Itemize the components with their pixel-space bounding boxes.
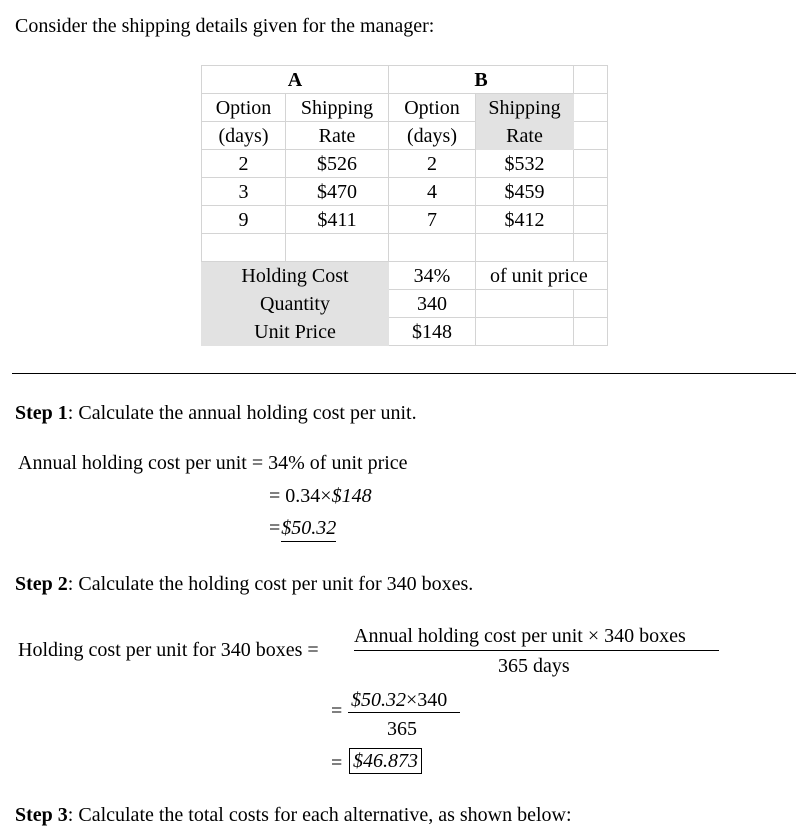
step1-heading (15, 403, 417, 423)
intro-text: Consider the shipping details given for the manager: (15, 15, 435, 37)
step2-eq2: = (331, 700, 343, 722)
section-divider (12, 373, 796, 374)
step2-text: : Calculate the holding cost per unit for 340 boxes. (67, 573, 474, 595)
param-value: 340 (389, 290, 476, 318)
table-row (202, 234, 608, 262)
table-cell: $526 (286, 150, 389, 178)
table-header-cell: Option (202, 94, 286, 122)
eq-term: 340 boxes (604, 625, 686, 647)
step1-label: Step 1 (15, 402, 68, 424)
table-header-cell: Option (389, 94, 476, 122)
step1-result: $50.32 (281, 517, 336, 542)
eq-term: 340 (417, 689, 448, 711)
param-value: $148 (389, 318, 476, 346)
table-row (202, 262, 608, 290)
table-cell: $412 (476, 206, 574, 234)
table-row (202, 206, 608, 234)
step2-eq3: = (331, 752, 343, 774)
table-cell: $459 (476, 178, 574, 206)
eq-term: = 0.34 (269, 485, 321, 507)
step2-result-box: $46.873 (349, 748, 422, 774)
table-row (202, 66, 608, 94)
eq-term: $148 (331, 485, 372, 507)
param-label: Holding Cost (202, 262, 389, 290)
times-symbol: × (320, 485, 332, 507)
table-row (202, 150, 608, 178)
fraction2-bar (348, 712, 460, 713)
step1-eq-line3 (269, 518, 336, 538)
param-label: Unit Price (202, 318, 389, 346)
eq-term: Annual holding cost per unit (354, 625, 583, 647)
times-symbol: × (406, 689, 418, 711)
table-header-cell: Shipping (286, 94, 389, 122)
times-symbol: × (587, 625, 600, 647)
fraction1-numerator (354, 626, 686, 646)
table-row (202, 94, 608, 122)
table-cell: $411 (286, 206, 389, 234)
table-cell: 2 (202, 150, 286, 178)
fraction1-bar (354, 650, 719, 651)
table-header-cell: Rate (286, 122, 389, 150)
table-cell: $470 (286, 178, 389, 206)
table-header-cell: (days) (389, 122, 476, 150)
table-cell: 9 (202, 206, 286, 234)
eq-term: = (269, 517, 281, 539)
table-header-cell: Shipping (476, 94, 574, 122)
step3-heading (15, 805, 572, 825)
step2-lhs: Holding cost per unit for 340 boxes = (18, 639, 319, 661)
table-row (202, 122, 608, 150)
table-cell: 4 (389, 178, 476, 206)
table-cell: 2 (389, 150, 476, 178)
step3-text: : Calculate the total costs for each alternative, as shown below: (67, 804, 572, 826)
param-label: Quantity (202, 290, 389, 318)
step2-heading (15, 574, 473, 594)
table-row (202, 318, 608, 346)
table-row (202, 178, 608, 206)
table-header-cell: (days) (202, 122, 286, 150)
shipping-table (201, 65, 608, 346)
param-value: 34% (389, 262, 476, 290)
table-row (202, 290, 608, 318)
step1-text: : Calculate the annual holding cost per unit. (67, 402, 417, 424)
fraction2-denominator: 365 (387, 718, 417, 740)
table-header-cell: Rate (476, 122, 574, 150)
group-a-header: A (202, 66, 389, 94)
step3-label: Step 3 (15, 804, 68, 826)
eq-term: $50.32 (351, 689, 406, 711)
table-cell: $532 (476, 150, 574, 178)
step1-eq-line1: Annual holding cost per unit = 34% of unit price (18, 452, 408, 474)
fraction2-numerator (351, 690, 447, 710)
step1-eq-line2 (269, 486, 372, 506)
table-cell: 3 (202, 178, 286, 206)
table-cell: 7 (389, 206, 476, 234)
param-note: of unit price (476, 262, 608, 290)
step2-label: Step 2 (15, 573, 68, 595)
fraction1-denominator: 365 days (498, 655, 570, 677)
group-b-header: B (389, 66, 574, 94)
